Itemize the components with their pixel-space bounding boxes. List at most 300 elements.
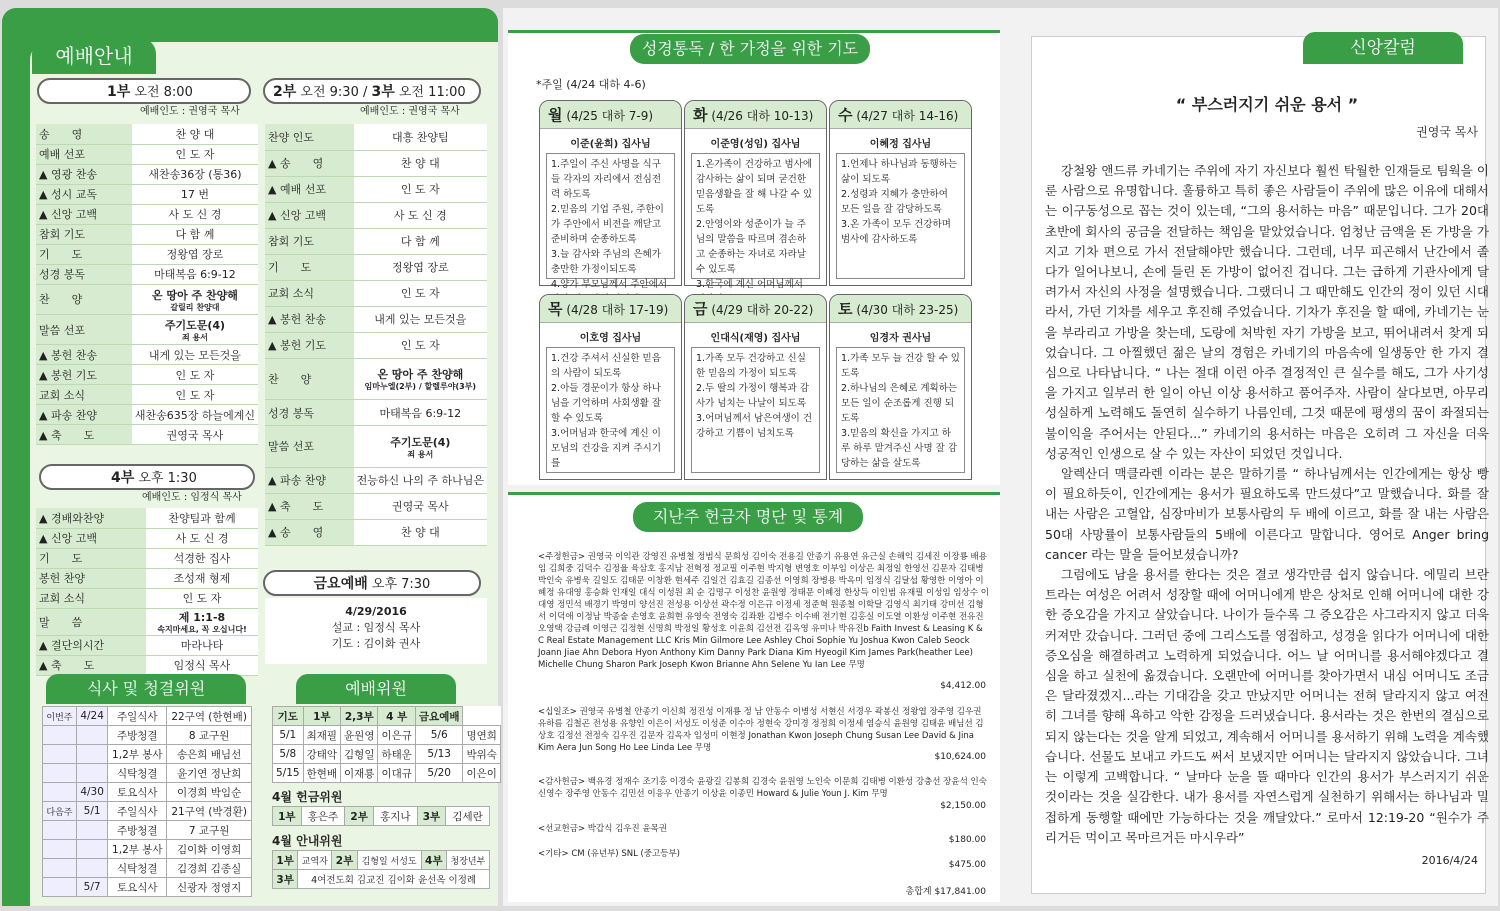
service-item: ▲ 성시 교독 — [36, 184, 132, 204]
service-value-main: 인 도 자 — [175, 388, 215, 402]
prayer-day-name: 토 — [838, 300, 853, 318]
service-item: 봉헌 찬양 — [36, 568, 146, 588]
service-value — [354, 332, 487, 358]
service-value-main: 찬 양 대 — [400, 526, 440, 540]
service-row — [265, 332, 487, 358]
service-value-sub: 임마누엘(2부) / 할렐루야(3부) — [364, 382, 477, 392]
friday-prayer: 기도 : 김이화 권사 — [331, 637, 421, 650]
service-row — [265, 519, 487, 545]
service-value-sub: 속지마세요, 꼭 오십니다! — [157, 625, 247, 635]
committee-cell: 이은규 — [378, 726, 415, 745]
service-value — [354, 202, 487, 228]
committee-table — [272, 706, 501, 783]
prayer-day-name: 수 — [838, 106, 853, 124]
donor-names: CM (유년부) SNL (중고등부) — [571, 849, 680, 859]
prayer-day-card — [684, 294, 827, 480]
donor-group — [538, 776, 990, 800]
service-value — [354, 150, 487, 176]
prayer-requests: 1.가족 모두 건강하고 신실한 믿음의 가정이 되도록 2.두 딸의 가정이 행복과 감사가 넘치는 나날이 되도록 3.어머님께서 남은여생이 건강하고 기쁨이 넘치도록 — [691, 347, 820, 473]
service-value-main: 찬양팀과 함께 — [168, 511, 236, 525]
prayer-day-header — [540, 295, 681, 323]
donor-amount: $180.00 — [948, 835, 986, 845]
committee-cell: 최재필 — [303, 726, 340, 745]
service-item: ▲ 축 도 — [265, 493, 354, 519]
prayer-day-header — [685, 101, 826, 129]
service-item: 교회 소식 — [265, 280, 354, 306]
service-value — [146, 608, 258, 635]
service-value-main: 주기도문(4) — [390, 435, 451, 449]
service-value-main: 온 땅아 주 찬양해 — [377, 368, 464, 382]
service-value-main: 권영국 목사 — [391, 500, 449, 514]
service-item: 참회 기도 — [265, 228, 354, 254]
prayer-panel — [503, 8, 1010, 906]
service-row — [36, 124, 258, 144]
donor-title: 지난주 헌금자 명단 및 통계 — [633, 502, 863, 532]
column-body — [1045, 161, 1489, 848]
donor-total: 총합계 $17,841.00 — [905, 887, 986, 897]
meal-row — [43, 745, 252, 764]
prayer-day-header — [830, 101, 971, 129]
meal-cell: 5/7 — [76, 878, 107, 897]
committee-head-cell: 1부 — [303, 707, 340, 726]
prayer-day-header — [830, 295, 971, 323]
meal-cell — [76, 726, 107, 745]
service-value — [132, 345, 258, 365]
meal-row — [43, 726, 252, 745]
service-value-main: 조성재 형제 — [173, 572, 231, 585]
meal-cell: 1,2부 봉사 — [108, 745, 167, 764]
meal-cell: 주방청결 — [108, 726, 167, 745]
donor-group — [538, 551, 990, 671]
donor-amount: $2,150.00 — [940, 801, 986, 811]
committee-row — [273, 726, 501, 745]
service-value — [132, 184, 258, 204]
committee-cell: 5/20 — [415, 764, 463, 783]
guide-cell: 3부 — [273, 870, 298, 889]
service-value-main: 인 도 자 — [400, 339, 440, 352]
meal-cell: 21구역 (박경환) — [167, 802, 252, 821]
service-value — [354, 493, 487, 519]
meal-cell — [76, 859, 107, 878]
offer-cell: 3부 — [417, 807, 446, 826]
donor-amount: $4,412.00 — [940, 681, 986, 691]
service-item: 찬 양 — [265, 358, 354, 400]
meal-cell — [76, 821, 107, 840]
meal-cell: 4/24 — [76, 707, 107, 726]
service-value-main: 사 도 신 경 — [175, 532, 229, 545]
column-panel — [1005, 8, 1498, 906]
prayer-day-reading: (4/29 대하 20-22) — [707, 303, 814, 317]
service-value — [132, 314, 258, 344]
guide-cell: 1부 — [273, 851, 298, 870]
service1-leader: 예배인도 : 권영국 목사 — [140, 106, 240, 117]
prayer-day-card — [539, 100, 682, 290]
prayer-day-reading: (4/25 대하 7-9) — [562, 109, 654, 123]
service-value-main: 새찬송635장 하늘에계신 — [134, 408, 255, 422]
service-value — [146, 528, 258, 548]
service-item: ▲ 결단의시간 — [36, 635, 146, 655]
meal-cell — [43, 878, 77, 897]
service-item: 성경 봉독 — [265, 400, 354, 426]
meal-cell: 5/1 — [76, 802, 107, 821]
service-value-main: 임정식 목사 — [173, 659, 231, 673]
service-value-main: 인 도 자 — [182, 592, 222, 605]
service-value-main: 새찬송36장 (통36) — [148, 168, 242, 181]
meal-cell: 토요식사 — [108, 783, 167, 802]
service-value-main: 사 도 신 경 — [393, 209, 447, 222]
committee-cell: 윤원영 — [341, 726, 378, 745]
service-value — [146, 635, 258, 655]
column-heading: “ 부스러지기 쉬운 용서 ” — [1175, 95, 1359, 114]
donor-names: 권영국 유병철 안종기 이신희 정진성 이재룡 정 남 안동수 이병성 서현신 서경우 곽봉신 정왕엽 장주영 김우권 유하름 김철곤 전성용 유향인 이은이 서성도 이성준 이수아 정현숙 강미경 정정희 이정세 염승식 윤원영 김태윤 배님선 김상호 김정선 전정숙 김우진 김문자 김옥자 임성미 이현정 Jonathan Kwon Joseph Chung Susan Lee David & Jina Kim Aera Jun Song Ho Lee Linda Lee 무명 — [538, 707, 984, 753]
service-row — [36, 635, 258, 655]
service-value — [132, 284, 258, 314]
offer-row — [273, 807, 490, 826]
service-value — [132, 164, 258, 184]
donor-group — [538, 823, 990, 835]
service-item: 말씀 선포 — [265, 426, 354, 468]
prayer-day-name: 화 — [693, 106, 708, 124]
service-row — [36, 608, 258, 635]
meal-cell: 식탁청결 — [108, 764, 167, 783]
service-item: ▲ 봉헌 찬송 — [36, 345, 132, 365]
service-value-main: 마태복음 6:9-12 — [379, 406, 462, 420]
service-item: ▲ 영광 찬송 — [36, 164, 132, 184]
committee-cell: 이재룡 — [341, 764, 378, 783]
meal-row — [43, 707, 252, 726]
meal-cell — [43, 821, 77, 840]
service-item: 찬양 인도 — [265, 124, 354, 150]
service-row — [265, 124, 487, 150]
column-title: 신앙칼럼 — [1303, 32, 1463, 64]
service-value — [354, 306, 487, 332]
service-value — [132, 405, 258, 425]
service-value — [132, 144, 258, 164]
service-value — [132, 264, 258, 284]
meal-cell: 다음주 — [43, 802, 77, 821]
service-row — [36, 548, 258, 568]
service-row — [36, 224, 258, 244]
meal-cell — [76, 764, 107, 783]
service-item: 참회 기도 — [36, 224, 132, 244]
meal-cell: 주일식사 — [108, 707, 167, 726]
guide-row — [273, 851, 490, 870]
service-row — [265, 228, 487, 254]
service-item: 예배 선포 — [36, 144, 132, 164]
committee-cell: 명연희 — [463, 726, 500, 745]
guide-cell: 김형일 서성도 — [357, 851, 421, 870]
committee-head-cell: 2,3부 — [341, 707, 378, 726]
donor-names: 권영국 이익관 강영진 유병철 정범식 문희성 김이숙 전용길 안종기 유용연 유근실 손해익 김세진 이장룡 배용임 김희중 김덕수 김정율 육삼호 홍지남 전혁정 정교필 이주현 박지형 변영호 이부임 이상은 최정일 한영선 김문자 김태병 박인숙 유병욱 길일도 김태문 이창환 현세주 김일건 김효길 김종선 이영희 장병용 박옥미 임정식 김달섭 황영한 이영아 이혜정 유대영 홍승화 인재일 대식 이성원 최 순 김명구 이성찬 윤원영 정태문 이혜정 한상득 이인범 유재필 이성임 임상수 이대영 정민석 배경기 박영미 양선진 전성용 이상선 곽수정 이은규 이정세 정준혁 원종철 이학달 김영식 최기태 강미선 김형서 이덕애 이정남 박종술 손영호 윤희현 유영숙 전영숙 김좌환 김병수 이수배 전기현 김홍실 이도열 이환성 이주현 전유진 오영택 강금례 이영근 김정현 신명희 박정일 황성호 이윤희 김선전 김옥영 유미나 박유진b Faith Invest & Leasing K & C Real Estate Management LLC Kris Min Gilmore Lee Ashley Choi Sophie Yu Joshua Kwon Caleb Seock Joann Jiae Ahn Debora Hyon Anthony Kim Danny Park Diana Kim Hyeogil Kim James Park(heather Lee) Michelle Chung Sharon Park Joseph Kwon Brianne Ahn Selene Yu Ian Lee 무명 — [538, 552, 989, 670]
donor-label: <감사헌금> — [538, 777, 588, 787]
friday-preacher: 설교 : 임정식 목사 — [331, 621, 421, 634]
meal-cell: 윤기연 정난희 — [167, 764, 252, 783]
service-value — [132, 425, 258, 445]
service-item: ▲ 송 영 — [265, 150, 354, 176]
service-value-main: 정왕엽 장로 — [166, 248, 224, 261]
service-value — [146, 655, 258, 675]
committee-cell: 이대규 — [378, 764, 415, 783]
service-row — [36, 588, 258, 608]
service-row — [36, 425, 258, 445]
service-item: 교회 소식 — [36, 385, 132, 405]
committee-cell: 5/15 — [273, 764, 304, 783]
service-item: 교회 소식 — [36, 588, 146, 608]
service-value — [146, 568, 258, 588]
service-row — [265, 467, 487, 493]
service-item: ▲ 파송 찬양 — [36, 405, 132, 425]
service-row — [265, 254, 487, 280]
service23-order — [265, 124, 487, 546]
committee-cell: 한현배 — [303, 764, 340, 783]
service4-header: 4부 오후 1:30 — [39, 464, 255, 490]
service-value-main: 사 도 신 경 — [168, 208, 222, 221]
meal-cell: 4/30 — [76, 783, 107, 802]
service-item: 찬 양 — [36, 284, 132, 314]
meal-row — [43, 840, 252, 859]
meal-cell: 주일식사 — [108, 802, 167, 821]
meal-table — [42, 706, 252, 897]
meal-cell: 김이화 이영희 — [167, 840, 252, 859]
service-item: ▲ 송 영 — [265, 519, 354, 545]
prayer-day-reading: (4/28 대하 17-19) — [562, 303, 669, 317]
service-row — [265, 426, 487, 468]
meal-cell — [43, 840, 77, 859]
prayer-day-header — [540, 101, 681, 129]
service-value — [354, 280, 487, 306]
donor-label: <십일조> — [538, 707, 580, 717]
committee-row — [273, 745, 501, 764]
service-value-main: 권영국 목사 — [166, 428, 224, 442]
friday-date: 4/29/2016 — [345, 605, 407, 618]
column-author: 권영국 목사 — [1416, 125, 1478, 139]
meal-cell — [43, 859, 77, 878]
service-row — [36, 164, 258, 184]
prayer-requests: 1.언제나 하나님과 동행하는 삶이 되도록 2.성령과 지혜가 충만하여 모든 일을 잘 감당하도록 3.온 가족이 모두 건강하며 범사에 감사하도록 — [836, 153, 965, 279]
service23-header: 2부 오전 9:30 / 3부 오전 11:00 — [263, 78, 481, 104]
committee-head-cell: 4 부 — [378, 707, 415, 726]
service-row — [265, 280, 487, 306]
committee-cell: 5/1 — [273, 726, 304, 745]
service23-leader: 예배인도 : 권영국 목사 — [360, 106, 460, 117]
service-value-main: 마태복음 6:9-12 — [154, 268, 236, 281]
service-row — [265, 400, 487, 426]
service-row — [36, 385, 258, 405]
meal-row — [43, 764, 252, 783]
guide-cell: 2부 — [332, 851, 357, 870]
prayer-day-name: 목 — [548, 300, 563, 318]
service-value — [354, 124, 487, 150]
guide-row — [273, 870, 490, 889]
guide-cell: 4부 — [421, 851, 446, 870]
service-value — [354, 400, 487, 426]
service-row — [36, 244, 258, 264]
prayer-day-card — [829, 100, 972, 286]
prayer-day-card — [829, 294, 972, 480]
meal-row — [43, 859, 252, 878]
service-row — [265, 493, 487, 519]
service-row — [36, 365, 258, 385]
meal-cell: 7 교구원 — [167, 821, 252, 840]
meal-cell: 김경희 김종실 — [167, 859, 252, 878]
meal-cell — [43, 783, 77, 802]
meal-cell: 8 교구원 — [167, 726, 252, 745]
meal-cell: 신광자 정영지 — [167, 878, 252, 897]
service-item: ▲ 신앙 고백 — [36, 204, 132, 224]
service-value — [354, 426, 487, 468]
committee-row — [273, 764, 501, 783]
service-item: ▲ 축 도 — [36, 655, 146, 675]
service-value-main: 주기도문(4) — [164, 319, 226, 333]
prayer-day-name: 금 — [693, 300, 708, 318]
service-row — [36, 204, 258, 224]
prayer-day-card — [539, 294, 682, 480]
donor-names: 백유경 정재수 조기홍 이경숙 윤광길 김봉희 김경숙 윤원영 노인숙 이문희 김태병 이환성 강충선 장윤석 인숙 신영수 장주영 안동수 김민선 이응우 안종기 이상윤 이종민 Howard & Julie Youn J. Kim 무명 — [538, 777, 987, 799]
service-row — [265, 202, 487, 228]
committee-title: 예배위원 — [296, 674, 456, 704]
prayer-family-name: 이호영 집사님 — [579, 333, 642, 344]
friday-info — [265, 598, 487, 664]
service-value-main: 17 번 — [180, 188, 209, 201]
donor-label: <주정헌금> — [538, 552, 588, 562]
prayer-day-reading: (4/26 대하 10-13) — [707, 109, 814, 123]
prayer-family-name: 이준(윤희) 집사님 — [570, 139, 651, 150]
prayer-family-name: 이준영(성임) 집사님 — [710, 139, 801, 150]
offer-title: 4월 헌금위원 — [272, 790, 343, 804]
donor-names: 박갑식 김우진 윤목권 — [587, 824, 668, 834]
meal-cell: 송은희 배님선 — [167, 745, 252, 764]
committee-cell: 5/13 — [415, 745, 463, 764]
service-item: 기 도 — [36, 548, 146, 568]
meal-cell: 이번주 — [43, 707, 77, 726]
offer-cell: 1부 — [273, 807, 302, 826]
service-value — [132, 365, 258, 385]
service-value-main: 인 도 자 — [400, 287, 440, 300]
service-item: ▲ 봉헌 기도 — [265, 332, 354, 358]
service-value-main: 온 땅아 주 찬양해 — [151, 288, 238, 302]
service1-order — [36, 124, 258, 445]
service-value-main: 다 함 께 — [175, 228, 215, 241]
friday-header: 금요예배 오후 7:30 — [263, 570, 481, 596]
service-value-main: 인 도 자 — [400, 183, 440, 196]
offer-cell: 홍은주 — [301, 807, 345, 826]
service-value-sub: 죄 용서 — [407, 449, 434, 459]
service-value — [132, 385, 258, 405]
service-item: 기 도 — [265, 254, 354, 280]
offer-table — [272, 806, 490, 826]
service-value-main: 찬 양 대 — [400, 157, 440, 170]
column-paragraph-2: 알렉산더 맥클라렌 이라는 분은 말하기를 “ 하나님께서는 인간에게는 항상 빵이 필요하듯이, 인간에게는 용서가 필요하도록 만드셨다”고 말했습니다. 화를 잘 내는 사람은 고혈압, 심장마비가 보통사람의 두 배에 이르고, 화를 잘 내는 사람은 50대 사망률이 보통사람들의 5배에 이른다고 말합니다. 영어로 Anger bring cancer 라는 말을 들어보셨습니까? — [1045, 466, 1489, 562]
service-value-main: 인 도 자 — [175, 368, 215, 382]
offer-cell: 2부 — [345, 807, 374, 826]
prayer-day-reading: (4/27 대하 14-16) — [852, 109, 959, 123]
service-row — [36, 528, 258, 548]
prayer-day-card — [684, 100, 827, 290]
service-value — [354, 228, 487, 254]
service-row — [36, 568, 258, 588]
service-row — [36, 345, 258, 365]
committee-cell: 강태악 — [303, 745, 340, 764]
guide-table — [272, 850, 490, 889]
service-value-main: 마라나타 — [180, 639, 224, 653]
meal-row — [43, 802, 252, 821]
meal-title: 식사 및 청결위원 — [46, 674, 246, 704]
committee-cell: 5/6 — [415, 726, 463, 745]
service-value — [146, 548, 258, 568]
donor-label: <기타> — [538, 849, 572, 859]
service-value-main: 석경한 집사 — [173, 552, 231, 565]
service-item: ▲ 파송 찬양 — [265, 467, 354, 493]
prayer-requests: 1.주일이 주신 사명을 식구들 각자의 자리에서 전심전력 하도록 2.믿음의 기업 주원, 주한이가 주안에서 비전을 깨닫고 준비하며 순종하도록 3.늘 감사와 주님의 은혜가 충만한 가정이되도록 4.양가 부모님께서 주안에서 — [546, 153, 675, 279]
service-row — [36, 314, 258, 344]
prayer-requests: 1.온가족이 건강하고 범사에 감사하는 삶이 되며 굳건한 믿음생활을 잘 해 나갈 수 있도록 2.안영이와 성준이가 늘 주님의 말씀을 따르며 겸손하고 순종하는 자녀로 자라날 수 있도록 3.한국에 계신 어머님께서 — [691, 153, 820, 279]
donor-amount: $10,624.00 — [934, 752, 986, 762]
service-value-main: 다 함 께 — [400, 235, 440, 248]
service-value-main: 인 도 자 — [175, 148, 215, 161]
service-item: ▲ 봉헌 찬송 — [265, 306, 354, 332]
service-item: 송 영 — [36, 124, 132, 144]
column-paragraph-3: 그럼에도 남을 용서를 한다는 것은 결코 생각만큼 쉽지 않습니다. 에밀리 브란트라는 여성은 어려서 성장할 때에 어머니에게 받은 상처로 인해 어머니에 대한 강한 증오감을 가지고 살았습니다. 나이가 들수록 그 증오감은 사그라지지 않고 더욱 커져만 갔습니다. 그러던 중에 그리스도를 영접하고, 성경을 읽다가 어머니에 대한 증오심을 해결하려고 노력하게 되었습니다. 어느 날 어머니를 용서해야겠다고 결심을 하고 실천에 옮겼습니다. 오랜만에 어머니를 찾아가면서 내심 어머니도 조금은 달라졌겠지...라는 기대감을 갖고 만났지만 어머니는 전혀 달라지지 않고 여전히 그녀를 향해 욕하고 악한 감정을 드러냈습니다. 용서라는 것은 한번의 결심으로 되지 않는다는 것을 알게 되었고, 계속해서 어머니를 용서하기 위해 노력을 계속했습니다. 선물도 보내고 카드도 써서 보냈지만 어머니는 달라지지 않았습니다. 그녀는 이렇게 고백합니다. “ 날마다 눈을 뜰 때마다 인간의 용서가 부스러지기 쉬운 것이라는 것을 실감한다. 내가 용서를 자연스럽게 실천하기 위해서는 하나님과 밀접하게 동행할 때에만 가능하다는 것을 깨달았다.” 로마서 12:19-20 “원수가 주리거든 먹이고 목마르거든 마시우라” — [1045, 567, 1489, 845]
service-item: 말 씀 — [36, 608, 146, 635]
service-row — [265, 358, 487, 400]
service-value — [132, 244, 258, 264]
service-value-sub: 죄 용서 — [181, 333, 208, 343]
donor-group — [538, 848, 990, 860]
meal-cell — [76, 745, 107, 764]
service-value-main: 정왕엽 장로 — [391, 261, 449, 274]
prayer-family-name: 인대식(재영) 집사님 — [710, 333, 801, 344]
service-item: 성경 봉독 — [36, 264, 132, 284]
service-row — [265, 150, 487, 176]
guide-cell: 4여전도회 김교진 김이화 윤선옥 이정례 — [298, 870, 490, 889]
service-value — [354, 254, 487, 280]
prayer-day-name: 월 — [548, 106, 563, 124]
meal-row — [43, 821, 252, 840]
service-value — [354, 176, 487, 202]
prayer-title: 성경통독 / 한 가정을 위한 기도 — [630, 34, 870, 64]
meal-row — [43, 878, 252, 897]
service-value-main: 제 1:1-8 — [178, 611, 226, 625]
prayer-requests: 1.건강 주셔서 신실한 믿음의 사람이 되도록 2.아들 경문이가 항상 하나님을 기억하며 사회생활 잘 할 수 있도록 3.어머님과 한국에 계신 이모님의 건강을 지켜 주시기를 — [546, 347, 675, 473]
meal-cell: 토요식사 — [108, 878, 167, 897]
committee-cell: 김형일 — [341, 745, 378, 764]
service-item: ▲ 경배와찬양 — [36, 508, 146, 528]
service4-order — [36, 508, 258, 676]
prayer-family-name: 임경자 권사님 — [869, 333, 932, 344]
service-value-main: 내게 있는 모든것을 — [374, 313, 467, 326]
committee-head-cell: 기도 — [273, 707, 304, 726]
service-value-main: 내게 있는 모든것을 — [148, 348, 241, 362]
service-row — [265, 306, 487, 332]
service-value — [354, 467, 487, 493]
committee-cell: 박위숙 — [463, 745, 500, 764]
column-paragraph-1: 강철왕 앤드류 카네기는 주위에 자기 자신보다 훨씬 탁월한 인재들로 팀웍을 이룬 사람으로 유명합니다. 훌륭하고 특히 좋은 사람들이 주위에 많은 이유에 대해서는 이구동성으로 꼽는 것이 있는데, “그의 용서하는 마음” 때문입니다. 그가 20대 초반에 회사의 공금을 전달하는 책임을 맡았었습니다. 엄청난 금액을 돈 가방을 가지고 기차 편으로 가서 전달해야만 했습니다. 그런데, 너무 피곤해서 난간에서 졸다가 일어나보니, 손에 들린 돈 가방이 없어진 겁니다. 그는 급하게 기관사에게 달려가서 자신의 사정을 설명했습니다. 그랬더니 그 때만해도 인간의 정이 있던 시대라서, 가던 기차를 세우고 후진해 주었습니다. 기차가 후진을 할 때에, 카네기는 눈을 부라리고 가방을 찾는데, 도랑에 처박힌 자기 가방을 보고, 뛰어내려서 찾게 되었습니다. 그 아찔했던 젊은 날의 경험은 카네기의 마음속에 일생동안 한 가지 결심으로 나타납니다. “ 나는 절대 이런 아주 결정적인 큰 실수를 해도, 그가 사기성을 가지고 일부러 한 일이 아닌 이상 용서하고 품어주자. 사람이 살다보면, 아무리 성실하게 노력해도 돌연히 실수하기 나름인데, 그것 때문에 평생의 꿈이 좌절되는 불이익을 주어서는 안된다...” 카네기의 용서하는 마음은 오히려 그 자신을 더욱 성공적인 인생으로 살 수 있는 자산이 되었던 것입니다. — [1045, 163, 1489, 461]
guide-cell: 청장년부 — [446, 851, 489, 870]
service1-header: 1부 오전 8:00 — [37, 78, 251, 104]
service-item: ▲ 신앙 고백 — [265, 202, 354, 228]
prayer-day-header — [685, 295, 826, 323]
service-item: ▲ 신앙 고백 — [36, 528, 146, 548]
committee-cell: 5/8 — [273, 745, 304, 764]
donor-amount: $475.00 — [948, 860, 986, 870]
guide-title: 4월 안내위원 — [272, 834, 343, 848]
service-item: 기 도 — [36, 244, 132, 264]
service-value-main: 전능하신 나의 주 하나님은 — [356, 474, 484, 488]
meal-cell — [76, 840, 107, 859]
meal-row — [43, 783, 252, 802]
meal-cell — [43, 745, 77, 764]
service-value — [132, 204, 258, 224]
